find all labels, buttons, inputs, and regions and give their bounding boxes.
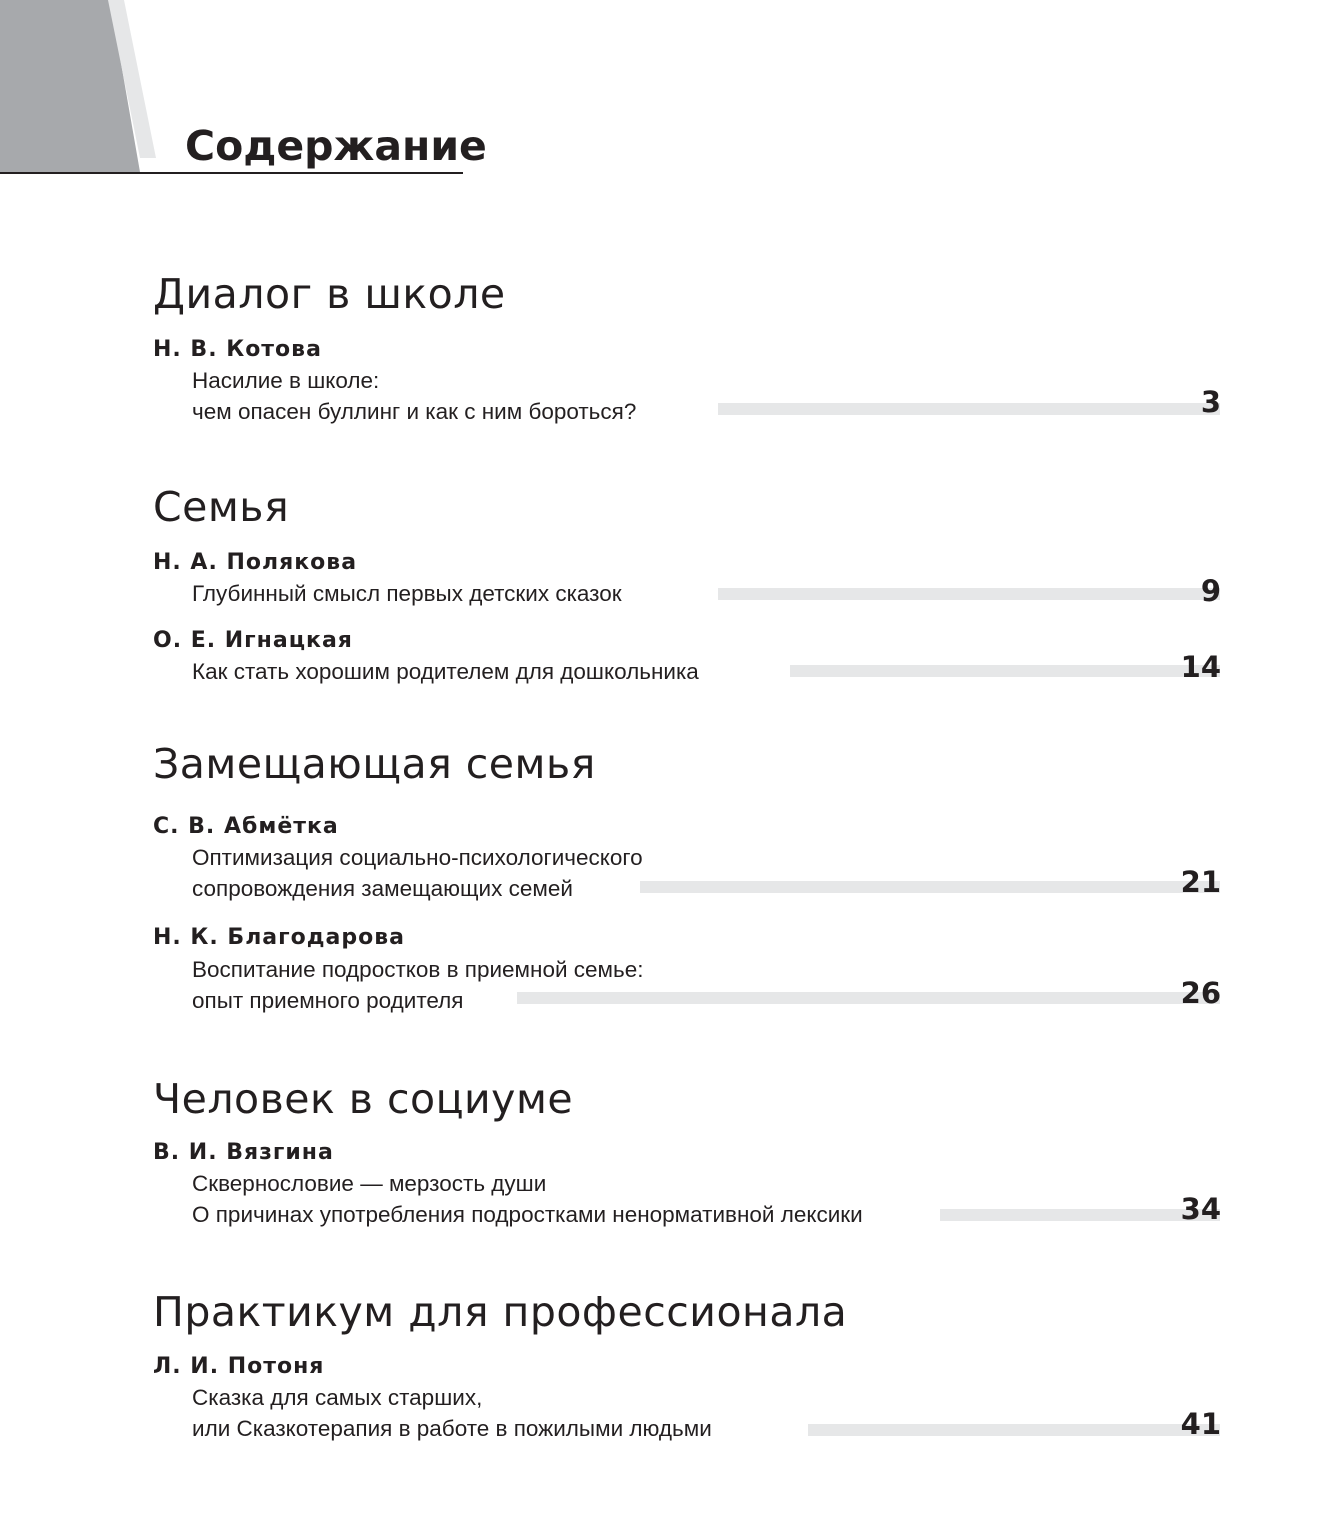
title-underline (0, 172, 463, 174)
article-author: Н. А. Полякова (153, 550, 358, 575)
section-title-family: Семья (153, 483, 290, 531)
article-title-line[interactable]: Оптимизация социально-психологического (192, 845, 643, 870)
article-author: Л. И. Потоня (153, 1354, 325, 1379)
section-title-practicum: Практикум для профессионала (153, 1288, 848, 1336)
page-number[interactable]: 26 (1180, 976, 1221, 1010)
article-author: Н. К. Благодарова (153, 925, 406, 950)
page-number[interactable]: 21 (1180, 865, 1221, 899)
article-title-line[interactable]: Глубинный смысл первых детских сказок (192, 581, 622, 606)
dot-leader (808, 1424, 1220, 1436)
section-title-society: Человек в социуме (153, 1075, 574, 1123)
article-title-line[interactable]: Насилие в школе: (192, 368, 380, 393)
page-number[interactable]: 14 (1180, 650, 1221, 684)
dot-leader (790, 665, 1220, 677)
article-title-line[interactable]: сопровождения замещающих семей (192, 876, 573, 901)
page-number[interactable]: 34 (1180, 1192, 1221, 1226)
dot-leader (718, 403, 1220, 415)
dot-leader (718, 588, 1220, 600)
section-title-foster-family: Замещающая семья (153, 740, 596, 788)
article-title-line[interactable]: Сквернословие — мерзость души (192, 1171, 547, 1196)
dot-leader (517, 992, 1220, 1004)
article-author: О. Е. Игнацкая (153, 628, 353, 653)
page-title: Содержание (185, 122, 487, 170)
page-number[interactable]: 9 (1200, 574, 1221, 608)
article-title-line[interactable]: опыт приемного родителя (192, 988, 464, 1013)
article-title-line[interactable]: Сказка для самых старших, (192, 1385, 483, 1410)
section-title-dialog: Диалог в школе (153, 270, 506, 318)
page-number[interactable]: 41 (1180, 1407, 1221, 1441)
article-author: С. В. Абмётка (153, 814, 339, 839)
article-title-line[interactable]: Воспитание подростков в приемной семье: (192, 957, 644, 982)
article-author: В. И. Вязгина (153, 1140, 334, 1165)
page-number[interactable]: 3 (1200, 385, 1221, 419)
dot-leader (940, 1209, 1220, 1221)
article-title-line[interactable]: Как стать хорошим родителем для дошкольника (192, 659, 699, 684)
article-title-line[interactable]: или Сказкотерапия в работе в пожилыми людьми (192, 1416, 712, 1441)
article-title-line[interactable]: чем опасен буллинг и как с ним бороться? (192, 399, 637, 424)
article-author: Н. В. Котова (153, 337, 322, 362)
dot-leader (640, 881, 1220, 893)
article-title-line[interactable]: О причинах употребления подростками ненормативной лексики (192, 1202, 863, 1227)
